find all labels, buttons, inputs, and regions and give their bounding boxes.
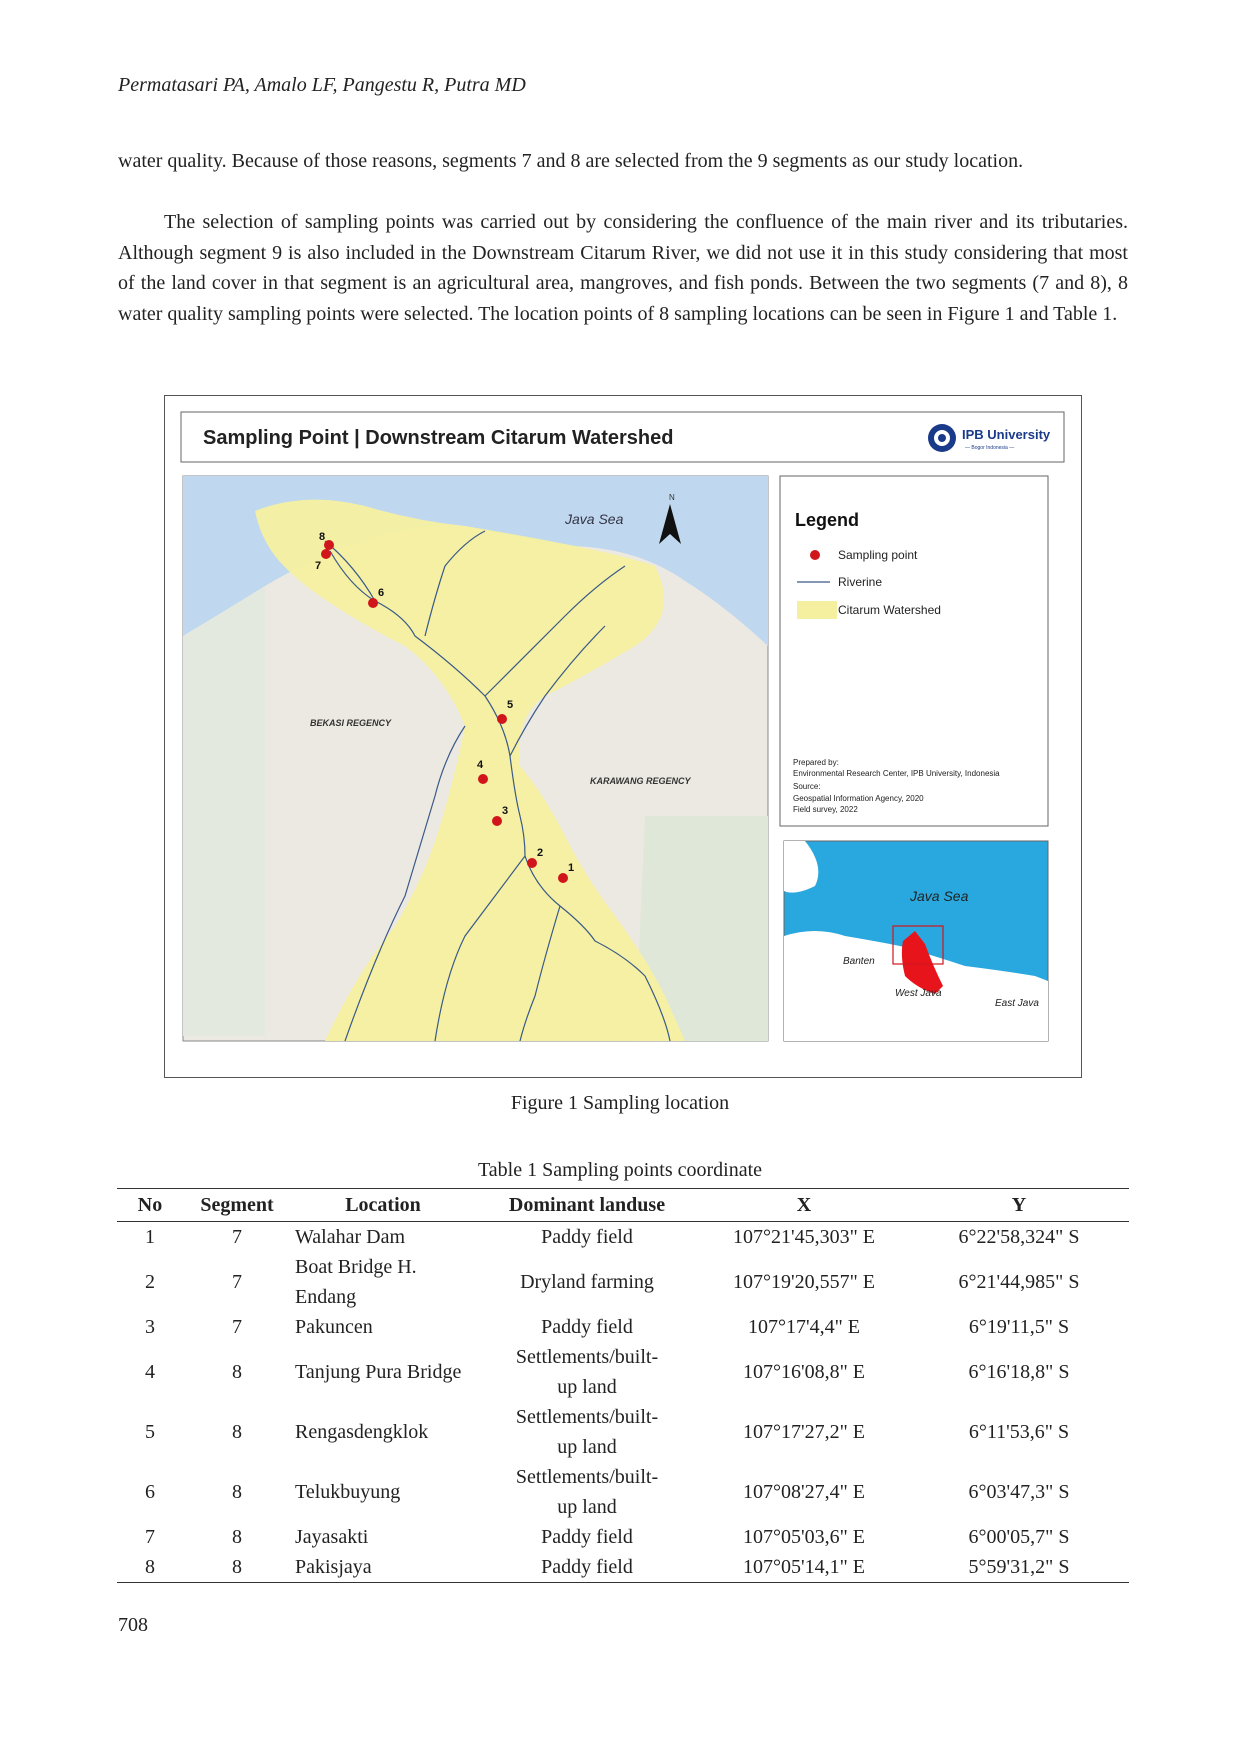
header-segment: Segment	[183, 1189, 291, 1222]
table-row	[117, 1552, 1129, 1583]
cell-x: 107°16'08,8" E	[743, 1361, 865, 1383]
paragraph-2: The selection of sampling points was carried out by considering the confluence of the main river and its tributaries. Although segment 9 is also included in the Downstream Citarum River, we did not use it in this study considering that most of the land cover in that segment is an agricultural area, mangroves, and fish ponds. Between the two segments (7 and 8), 8 water quality sampling points were selected. The location points of 8 sampling locations can be seen in Figure 1 and Table 1.	[118, 211, 1128, 325]
cell-segment: 7	[232, 1226, 242, 1248]
karawang-regency-label: KARAWANG REGENCY	[590, 776, 691, 786]
sampling-point-2	[527, 858, 537, 868]
ipb-logo-icon	[928, 424, 956, 452]
main-map	[183, 476, 768, 1041]
cell-x: 107°05'03,6" E	[743, 1526, 865, 1548]
page-number: 708	[118, 1614, 148, 1636]
figure-1	[164, 395, 1082, 1078]
legend-watershed-icon	[797, 601, 837, 619]
legend-item-watershed: Citarum Watershed	[838, 603, 941, 617]
cell-y: 6°16'18,8" S	[968, 1361, 1070, 1383]
cell-segment: 7	[232, 1271, 242, 1293]
source-1: Geospatial Information Agency, 2020	[793, 794, 924, 803]
point-label-6: 6	[378, 587, 385, 599]
landuse-line: Settlements/built-	[515, 1406, 659, 1428]
point-label-8: 8	[319, 531, 326, 543]
cell-y: 5°59'31,2" S	[909, 1552, 1129, 1583]
sampling-points-table	[117, 1188, 1129, 1583]
prepared-by-text: Environmental Research Center, IPB University, Indonesia	[793, 769, 1000, 778]
logo-name: IPB University	[962, 427, 1051, 442]
cell-landuse	[475, 1342, 699, 1402]
cell-location: Jayasakti	[295, 1526, 369, 1548]
map-title: Sampling Point | Downstream Citarum Watershed	[203, 427, 674, 449]
header-location: Location	[291, 1189, 475, 1222]
landuse-line: up land	[557, 1376, 617, 1398]
cell-location: Tanjung Pura Bridge	[295, 1361, 462, 1383]
cell-y: 6°19'11,5" S	[968, 1316, 1070, 1338]
table-row	[117, 1252, 1129, 1312]
cell-landuse	[475, 1402, 699, 1462]
table-row	[117, 1312, 1129, 1342]
header-y: Y	[909, 1189, 1129, 1222]
landuse-line: Settlements/built-	[515, 1466, 659, 1488]
main-map-sea-label: Java Sea	[565, 511, 624, 527]
legend-sampling-point-icon	[810, 550, 820, 560]
cell-no: 5	[145, 1421, 155, 1443]
cell-segment: 8	[232, 1526, 242, 1548]
cell-x: 107°19'20,557" E	[733, 1271, 875, 1293]
sampling-point-3	[492, 816, 502, 826]
cell-location: Walahar Dam	[295, 1226, 405, 1248]
table-row	[117, 1522, 1129, 1552]
point-label-2: 2	[537, 847, 544, 859]
cell-y: 6°00'05,7" S	[968, 1526, 1070, 1548]
cell-y: 6°22'58,324" S	[958, 1226, 1080, 1248]
north-label: N	[669, 493, 675, 502]
cell-x: 107°21'45,303" E	[733, 1226, 875, 1248]
table-caption: Table 1 Sampling points coordinate	[477, 1159, 763, 1181]
point-label-5: 5	[507, 699, 514, 711]
source-2: Field survey, 2022	[793, 805, 858, 814]
header-no: No	[117, 1189, 183, 1222]
table-row	[117, 1462, 1129, 1522]
sampling-point-7	[321, 549, 331, 559]
bekasi-regency-label: BEKASI REGENCY	[310, 718, 392, 728]
cell-landuse: Paddy field	[541, 1226, 633, 1248]
sampling-point-4	[478, 774, 488, 784]
cell-segment: 8	[232, 1421, 242, 1443]
sampling-point-5	[497, 714, 507, 724]
table-header-row	[117, 1189, 1129, 1222]
point-label-7: 7	[315, 560, 322, 572]
table-row	[117, 1342, 1129, 1402]
paragraph-1: water quality. Because of those reasons, segments 7 and 8 are selected from the 9 segments as our study location.	[118, 150, 1024, 172]
cell-location: Pakuncen	[295, 1316, 373, 1338]
inset-east-java-label: East Java	[995, 998, 1039, 1009]
header-landuse: Dominant landuse	[475, 1189, 699, 1222]
inset-map	[784, 841, 1048, 1041]
legend-title: Legend	[795, 510, 860, 530]
cell-segment: 7	[232, 1316, 242, 1338]
cell-location: Telukbuyung	[295, 1481, 401, 1503]
landuse-line: up land	[557, 1496, 617, 1518]
point-label-3: 3	[502, 805, 509, 817]
cell-no: 4	[145, 1361, 155, 1383]
inset-banten-label: Banten	[843, 956, 875, 967]
cell-y: 6°21'44,985" S	[958, 1271, 1080, 1293]
legend-box	[780, 476, 1048, 826]
cell-no: 6	[145, 1481, 155, 1503]
sampling-point-8	[324, 540, 334, 550]
inset-west-java-label: West Java	[895, 988, 942, 999]
cell-landuse: Dryland farming	[520, 1271, 654, 1293]
cell-y: 6°03'47,3" S	[968, 1481, 1070, 1503]
table-row	[117, 1222, 1129, 1253]
cell-x: 107°17'4,4" E	[748, 1316, 860, 1338]
cell-landuse: Paddy field	[541, 1316, 633, 1338]
prepared-by-label: Prepared by:	[793, 758, 839, 767]
cell-segment: 8	[232, 1481, 242, 1503]
legend-item-riverine: Riverine	[838, 575, 883, 589]
sampling-point-6	[368, 598, 378, 608]
point-label-4: 4	[477, 759, 484, 771]
table-row	[117, 1402, 1129, 1462]
cell-landuse: Paddy field	[541, 1526, 633, 1548]
cell-y: 6°11'53,6" S	[968, 1421, 1070, 1443]
cell-no: 7	[145, 1526, 155, 1548]
cell-no: 2	[145, 1271, 155, 1293]
landuse-line: Settlements/built-	[515, 1346, 659, 1368]
cell-landuse	[475, 1462, 699, 1522]
legend-item-sampling: Sampling point	[838, 548, 918, 562]
cell-x: 107°17'27,2" E	[743, 1421, 865, 1443]
point-label-1: 1	[568, 862, 575, 874]
running-header: Permatasari PA, Amalo LF, Pangestu R, Putra MD	[118, 74, 526, 96]
map-figure	[165, 396, 1080, 1076]
cell-location: Boat Bridge H. Endang	[295, 1256, 417, 1308]
cell-segment: 8	[232, 1361, 242, 1383]
cell-no: 3	[145, 1316, 155, 1338]
sampling-point-1	[558, 873, 568, 883]
logo-subtitle: — Bogor Indonesia —	[965, 445, 1015, 451]
inset-sea-label: Java Sea	[910, 888, 969, 904]
cell-location: Pakisjaya	[291, 1552, 475, 1583]
figure-caption: Figure 1 Sampling location	[510, 1092, 730, 1114]
cell-no: 8	[117, 1552, 183, 1583]
header-x: X	[699, 1189, 909, 1222]
source-label: Source:	[793, 782, 821, 791]
cell-no: 1	[145, 1226, 155, 1248]
cell-location: Rengasdengklok	[295, 1421, 429, 1443]
cell-x: 107°08'27,4" E	[743, 1481, 865, 1503]
cell-x: 107°05'14,1" E	[699, 1552, 909, 1583]
landuse-line: up land	[557, 1436, 617, 1458]
cell-segment: 8	[183, 1552, 291, 1583]
cell-landuse: Paddy field	[475, 1552, 699, 1583]
